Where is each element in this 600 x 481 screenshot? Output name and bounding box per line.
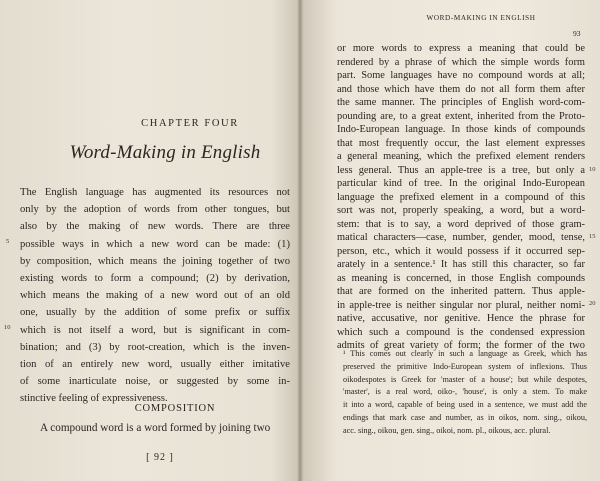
text-line: only by the adoption of words from other tongues, but [20,204,290,216]
footnote-line: preserved the primitive Indo-European system of inflexions. Thus [343,361,587,371]
text-line: particular kind of tree. In the original Indo-European [337,178,585,189]
footnote-line: ¹ This comes out clearly in such a language as Greek, which has [343,349,587,358]
text-line: which is not itself a word, but is significant in com- [20,324,290,336]
footnote-line: oikodespotes is Greek for 'master of a house'; but while despotes, [343,374,587,384]
text-line: arately in a sentence.¹ It has still this character, so far [337,259,585,270]
text-line: admits of great variety of form; the former of the two [337,340,585,351]
left-paragraph [20,184,290,407]
footnote-line: endings that mark case and number, as in oikos, nom. sing., oikou, [343,412,587,422]
chapter-title: Word-Making in English [69,142,261,163]
footnote-line: it into a word, capable of being used in a sentence, we must add the [343,400,587,410]
text-line: Indo-European language. In those kinds of compounds [337,124,585,135]
text-line: and those which have them do not all form them after [337,83,585,95]
line-number-marker: 10 [4,324,11,331]
text-line: rendered by a phrase of which the simple words form [337,56,585,68]
text-line: part. Some languages have no compound words at all; [337,70,585,81]
text-line: The English language has augmented its resources not [20,187,290,198]
running-head: WORD-MAKING IN ENGLISH [426,14,536,22]
text-line: in apple-tree is neither singular nor plural, neither nomi- [337,299,585,311]
footnote-line: 'master', is a real word, oiko-, 'house', is only a stem. To make [343,387,587,397]
line-number-marker: 15 [589,233,596,240]
text-line: A compound word is a word formed by joining two [40,422,271,434]
text-line: pounding are, to a great extent, inherited from the Proto- [337,110,585,122]
text-line: native, accusative, nor genitive. Hence the phrase for [337,313,585,324]
page-folio: [ 92 ] [146,452,174,463]
text-line: by composition, which means the joining together of two [20,255,290,267]
page-number: 93 [573,29,581,38]
footnote-block [343,348,587,438]
text-line: that are formed on the inherited pattern. Thus apple- [337,286,585,297]
line-number-marker: 5 [6,238,10,245]
text-line: sort was not, properly speaking, a word, but a word- [337,205,585,216]
text-line: one, usually by the addition of some prefix or suffix [20,307,290,319]
footnote-line: acc. sing., oikou, gen. sing., oikoi, nom. pl., oikous, acc. plural. [343,425,551,435]
text-line: stinctive feeling of expressiveness. [20,393,168,405]
section-heading: COMPOSITION [134,403,216,414]
right-paragraph [337,42,585,353]
text-line: which means the making of a new word out of an old [20,290,290,302]
text-line: the same manner. The principles of English word-com- [337,97,585,108]
text-line: or more words to express a meaning that could be [337,43,585,54]
text-line: which such a compound is the condensed expression [337,326,585,338]
text-line: language the prefixed element in a compound of this [337,191,585,203]
text-line: bination; and (3) by root-creation, which is the inven- [20,341,290,353]
left-last-line [40,420,290,437]
line-number-marker: 10 [589,166,596,173]
text-line: stem: that is to say, a word deprived of those gram- [337,218,585,230]
text-line: of some inarticulate noise, or suggested by some in- [20,376,290,388]
line-number-marker: 20 [589,300,596,307]
text-line: a general meaning, which the prefixed element renders [337,151,585,162]
text-line: also by the making of new words. There are three [20,221,290,233]
text-line: person, etc., which it would possess if it occurred sep- [337,245,585,257]
text-line: that most frequently occur, the last element expresses [337,137,585,149]
text-line: less general. Thus an apple-tree is a tree, but only a [337,164,585,176]
chapter-label: CHAPTER FOUR [141,118,239,129]
text-line: matical characters—case, number, gender, mood, tense, [337,232,585,243]
text-line: possible ways in which a new word can be made: (1) [20,238,290,250]
right-page [301,0,600,481]
text-line: tion of an entirely new word, usually either imitative [20,358,290,370]
text-line: as meaning is concerned, in those English compounds [337,272,585,284]
text-line: existing words to form a compound; (2) by derivation, [20,272,290,284]
